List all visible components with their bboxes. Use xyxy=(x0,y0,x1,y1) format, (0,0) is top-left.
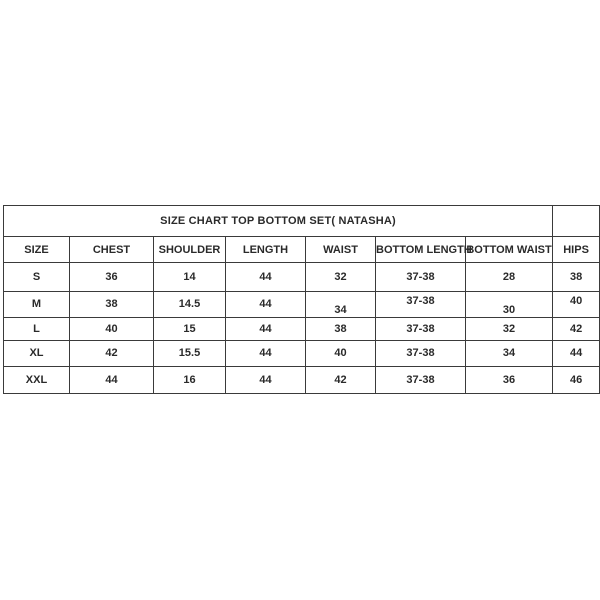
column-header-bottom-length: BOTTOM LENGTH xyxy=(376,237,466,263)
cell-value: 37-38 xyxy=(406,373,435,386)
cell-m-bottom-waist xyxy=(466,292,553,318)
header-row xyxy=(4,237,600,263)
row-s xyxy=(4,263,600,292)
cell-xxl-waist xyxy=(306,367,376,394)
cell-l-waist xyxy=(306,318,376,341)
title-row xyxy=(4,206,600,237)
cell-l-chest xyxy=(70,318,154,341)
cell-value: 14 xyxy=(183,270,196,283)
cell-xxl-hips xyxy=(553,367,600,394)
cell-value: 37-38 xyxy=(406,270,435,283)
chart-title: SIZE CHART TOP BOTTOM SET( NATASHA) xyxy=(4,206,553,237)
cell-value: 38 xyxy=(334,322,347,335)
cell-l-hips xyxy=(553,318,600,341)
cell-xl-size xyxy=(4,341,70,367)
cell-value: 32 xyxy=(502,322,516,335)
cell-value: 44 xyxy=(259,322,272,335)
cell-s-length xyxy=(226,263,306,292)
column-header-length: LENGTH xyxy=(226,237,306,263)
cell-l-length xyxy=(226,318,306,341)
cell-s-bottom-waist xyxy=(466,263,553,292)
column-header-waist: WAIST xyxy=(306,237,376,263)
cell-xl-bottom-length xyxy=(376,341,466,367)
cell-xxl-chest xyxy=(70,367,154,394)
cell-value: 30 xyxy=(502,304,516,316)
cell-value: L xyxy=(33,322,40,335)
cell-value: 37-38 xyxy=(406,322,435,335)
cell-value: S xyxy=(32,270,41,283)
cell-s-waist xyxy=(306,263,376,292)
cell-s-bottom-length xyxy=(376,263,466,292)
column-header-hips: HIPS xyxy=(553,237,600,263)
cell-xl-chest xyxy=(70,341,154,367)
cell-value: 42 xyxy=(569,322,583,335)
cell-value: 36 xyxy=(502,373,516,386)
cell-value: 44 xyxy=(259,347,272,359)
cell-s-hips xyxy=(553,263,600,292)
cell-m-chest xyxy=(70,292,154,318)
cell-xxl-size xyxy=(4,367,70,394)
cell-xxl-length xyxy=(226,367,306,394)
cell-value: 37-38 xyxy=(406,295,435,307)
cell-value: 34 xyxy=(502,347,516,359)
row-xl xyxy=(4,341,600,367)
cell-s-size xyxy=(4,263,70,292)
cell-value: 44 xyxy=(259,270,272,283)
cell-value: 15.5 xyxy=(178,347,201,359)
cell-value: XXL xyxy=(25,373,48,386)
cell-value: 46 xyxy=(569,373,583,386)
cell-value: 44 xyxy=(569,347,583,359)
cell-value: M xyxy=(31,298,42,310)
cell-l-shoulder xyxy=(154,318,226,341)
cell-xl-waist xyxy=(306,341,376,367)
cell-value: 40 xyxy=(569,295,583,307)
cell-value: 42 xyxy=(105,347,118,359)
cell-m-shoulder xyxy=(154,292,226,318)
cell-value: 32 xyxy=(334,270,347,283)
cell-l-bottom-waist xyxy=(466,318,553,341)
cell-value: 15 xyxy=(183,322,196,335)
cell-value: 44 xyxy=(105,373,118,386)
cell-value: 38 xyxy=(569,270,583,283)
cell-xl-hips xyxy=(553,341,600,367)
title-spacer-cell xyxy=(553,206,600,237)
cell-value: 37-38 xyxy=(406,347,435,359)
cell-l-bottom-length xyxy=(376,318,466,341)
cell-value: 36 xyxy=(105,270,118,283)
cell-value: 44 xyxy=(259,373,272,386)
cell-value: 38 xyxy=(105,298,118,310)
cell-m-hips xyxy=(553,292,600,318)
cell-m-bottom-length xyxy=(376,292,466,318)
cell-value: 42 xyxy=(334,373,347,386)
cell-value: XL xyxy=(29,347,44,359)
column-header-chest: CHEST xyxy=(70,237,154,263)
cell-xl-bottom-waist xyxy=(466,341,553,367)
cell-xxl-shoulder xyxy=(154,367,226,394)
row-m xyxy=(4,292,600,318)
cell-value: 40 xyxy=(334,347,347,359)
column-header-size: SIZE xyxy=(4,237,70,263)
cell-value: 16 xyxy=(183,373,196,386)
cell-value: 14.5 xyxy=(178,298,201,310)
cell-s-shoulder xyxy=(154,263,226,292)
cell-xxl-bottom-length xyxy=(376,367,466,394)
size-chart-table xyxy=(3,205,600,394)
cell-value: 40 xyxy=(105,322,118,335)
cell-m-size xyxy=(4,292,70,318)
cell-l-size xyxy=(4,318,70,341)
cell-s-chest xyxy=(70,263,154,292)
row-l xyxy=(4,318,600,341)
column-header-shoulder: SHOULDER xyxy=(154,237,226,263)
cell-m-waist xyxy=(306,292,376,318)
cell-xl-shoulder xyxy=(154,341,226,367)
cell-value: 28 xyxy=(502,270,516,283)
cell-xxl-bottom-waist xyxy=(466,367,553,394)
cell-value: 44 xyxy=(259,298,272,310)
cell-value: 34 xyxy=(334,304,347,316)
cell-xl-length xyxy=(226,341,306,367)
cell-m-length xyxy=(226,292,306,318)
column-header-bottom-waist: BOTTOM WAIST xyxy=(466,237,553,263)
row-xxl xyxy=(4,367,600,394)
